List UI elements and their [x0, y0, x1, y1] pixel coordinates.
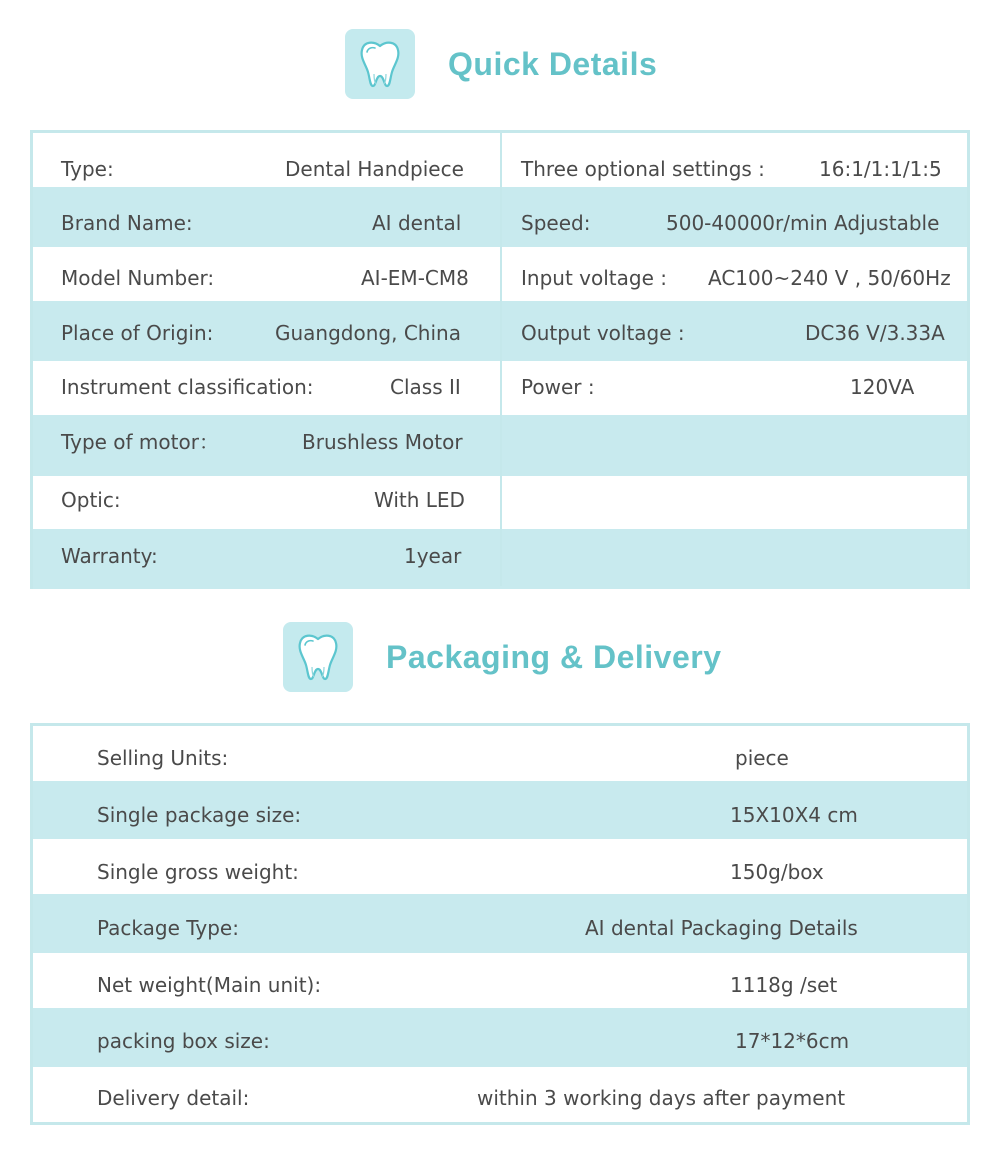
spec-value: DC36 V/3.33A [805, 321, 945, 345]
pack-value: within 3 working days after payment [477, 1086, 846, 1110]
spec-label: Brand Name: [61, 211, 193, 235]
spec-value: 120VA [850, 375, 915, 399]
pack-value: 1118g /set [730, 973, 838, 997]
spec-value: 16:1/1:1/1:5 [819, 157, 942, 181]
tooth-icon [283, 622, 353, 692]
pack-label: Delivery detail: [97, 1086, 250, 1110]
column-divider [500, 133, 502, 586]
pack-label: Single gross weight: [97, 860, 299, 884]
pack-label: Net weight(Main unit): [97, 973, 322, 997]
pack-label: Selling Units: [97, 746, 229, 770]
spec-value: Class II [390, 375, 461, 399]
spec-label: Place of Origin: [61, 321, 214, 345]
spec-value: AC100~240 V , 50/60Hz [708, 266, 951, 290]
spec-label: Warranty: [61, 544, 158, 568]
spec-value: 1year [404, 544, 462, 568]
spec-label: Model Number: [61, 266, 215, 290]
spec-label: Input voltage : [521, 266, 667, 290]
packaging-heading [283, 622, 721, 692]
spec-value: AI dental [372, 211, 462, 235]
pack-label: Single package size: [97, 803, 302, 827]
pack-value: 17*12*6cm [735, 1029, 850, 1053]
spec-label: Type: [61, 157, 114, 181]
spec-value: Dental Handpiece [285, 157, 464, 181]
pack-value: 15X10X4 cm [730, 803, 858, 827]
pack-value: 150g/box [730, 860, 824, 884]
pack-value: AI dental Packaging Details [585, 916, 858, 940]
quick-details-heading [345, 29, 657, 99]
pack-label: Package Type: [97, 916, 239, 940]
spec-label: Three optional settings : [521, 157, 765, 181]
spec-label: Optic: [61, 488, 121, 512]
spec-value: With LED [374, 488, 465, 512]
packaging-table [30, 723, 970, 1125]
spec-value: 500-40000r/min Adjustable [666, 211, 940, 235]
pack-value: piece [735, 746, 789, 770]
spec-label: Power : [521, 375, 595, 399]
section-title: Packaging & Delivery [386, 638, 722, 675]
spec-value: Brushless Motor [302, 430, 463, 454]
spec-value: AI-EM-CM8 [361, 266, 469, 290]
spec-label: Instrument classification: [61, 375, 314, 399]
tooth-icon [345, 29, 415, 99]
pack-label: packing box size: [97, 1029, 270, 1053]
spec-label: Speed: [521, 211, 591, 235]
section-title: Quick Details [448, 45, 658, 82]
spec-label: Type of motor： [61, 430, 219, 454]
spec-label: Output voltage : [521, 321, 685, 345]
spec-value: Guangdong, China [275, 321, 461, 345]
quick-details-table [30, 130, 970, 589]
